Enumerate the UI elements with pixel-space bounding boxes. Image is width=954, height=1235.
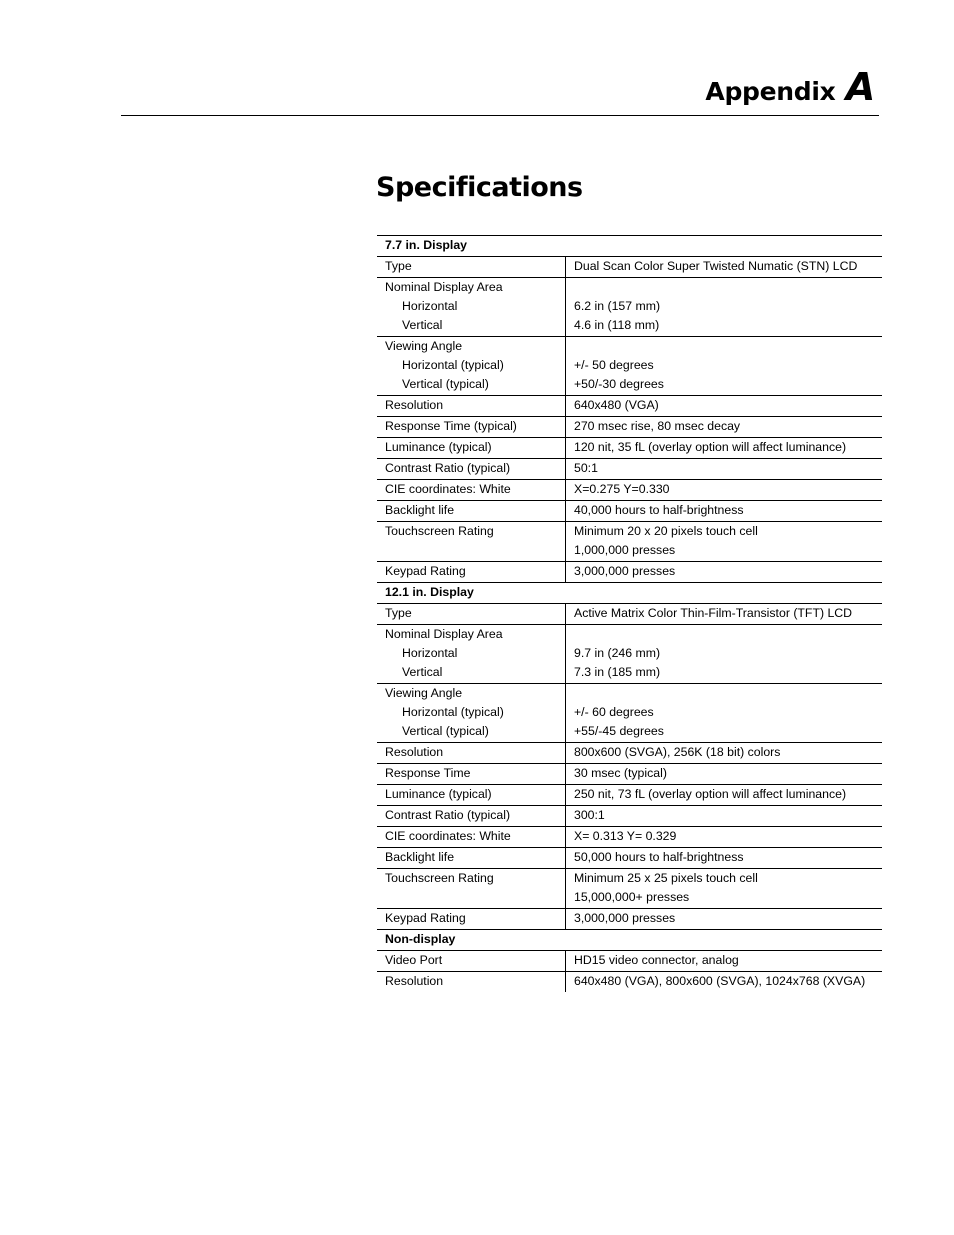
spec-value: Minimum 20 x 20 pixels touch cell: [574, 524, 758, 538]
spec-value: +/- 60 degrees: [574, 705, 654, 719]
section-header-row: [377, 583, 882, 604]
section-heading: Non-display: [377, 930, 882, 951]
spec-label-cell: [377, 501, 566, 522]
spec-sublabel: Horizontal: [402, 299, 458, 313]
spec-value: 9.7 in (246 mm): [574, 646, 661, 660]
spec-label-cell: [377, 806, 566, 827]
spec-row: [377, 743, 882, 764]
spec-value-cell: [566, 827, 883, 848]
spec-label: Resolution: [385, 974, 444, 988]
spec-value-cell: [566, 278, 883, 337]
spec-row: [377, 562, 882, 583]
spec-label: Luminance (typical): [385, 787, 492, 801]
spec-label: Resolution: [385, 745, 444, 759]
spec-label-cell: [377, 417, 566, 438]
spec-label-cell: [377, 684, 566, 743]
spec-label: Nominal Display Area: [385, 280, 503, 294]
spec-row: [377, 278, 882, 337]
spec-label: Viewing Angle: [385, 686, 463, 700]
spec-row: [377, 337, 882, 396]
spec-value-cell: [566, 501, 883, 522]
spec-label: Type: [385, 259, 412, 273]
section-header-row: [377, 236, 882, 257]
spec-label-cell: [377, 604, 566, 625]
spec-label: Viewing Angle: [385, 339, 463, 353]
spec-value: [574, 684, 882, 703]
spec-value: [574, 625, 882, 644]
spec-value: 300:1: [574, 808, 605, 822]
spec-value: 7.3 in (185 mm): [574, 665, 661, 679]
spec-label: Contrast Ratio (typical): [385, 461, 511, 475]
spec-label: Video Port: [385, 953, 443, 967]
spec-value: 640x480 (VGA), 800x600 (SVGA), 1024x768 (XVGA): [574, 974, 866, 988]
spec-label: Type: [385, 606, 412, 620]
spec-label-cell: [377, 909, 566, 930]
page-title: Specifications: [376, 172, 583, 203]
spec-value: 4.6 in (118 mm): [574, 318, 660, 332]
spec-row: [377, 480, 882, 501]
spec-row: [377, 604, 882, 625]
spec-value-cell: [566, 848, 883, 869]
spec-value: 50,000 hours to half-brightness: [574, 850, 744, 864]
spec-label-cell: [377, 869, 566, 909]
spec-label-cell: [377, 459, 566, 480]
spec-label-cell: [377, 562, 566, 583]
spec-value: 120 nit, 35 fL (overlay option will affect luminance): [574, 440, 847, 454]
spec-value-cell: [566, 480, 883, 501]
section-heading: 12.1 in. Display: [377, 583, 882, 604]
spec-label: Keypad Rating: [385, 911, 466, 925]
section-header-row: [377, 930, 882, 951]
spec-value: 30 msec (typical): [574, 766, 667, 780]
spec-label-cell: [377, 278, 566, 337]
spec-value-cell: [566, 257, 883, 278]
spec-label-cell: [377, 438, 566, 459]
spec-row: [377, 438, 882, 459]
spec-label: Response Time: [385, 766, 471, 780]
spec-label-cell: [377, 827, 566, 848]
spec-label: Touchscreen Rating: [385, 871, 494, 885]
spec-value: 3,000,000 presses: [574, 911, 676, 925]
spec-value: +50/-30 degrees: [574, 377, 664, 391]
spec-value-cell: [566, 909, 883, 930]
spec-sublabel: Horizontal (typical): [402, 705, 504, 719]
spec-label: CIE coordinates: White: [385, 482, 511, 496]
spec-value-cell: [566, 522, 883, 562]
spec-label: Luminance (typical): [385, 440, 492, 454]
spec-label-cell: [377, 785, 566, 806]
spec-label-cell: [377, 764, 566, 785]
specifications-table: [377, 235, 882, 992]
spec-label-cell: [377, 396, 566, 417]
page-header: [121, 65, 879, 116]
spec-label-cell: [377, 480, 566, 501]
spec-value-cell: [566, 806, 883, 827]
spec-label-cell: [377, 257, 566, 278]
appendix-letter: A: [845, 65, 875, 109]
spec-row: [377, 396, 882, 417]
spec-row: [377, 684, 882, 743]
spec-row: [377, 501, 882, 522]
spec-sublabel: Horizontal (typical): [402, 358, 504, 372]
spec-label-cell: [377, 522, 566, 562]
spec-value-cell: [566, 764, 883, 785]
spec-value: 250 nit, 73 fL (overlay option will affect luminance): [574, 787, 847, 801]
spec-label-cell: [377, 337, 566, 396]
spec-sublabel: Horizontal: [402, 646, 458, 660]
spec-value: Minimum 25 x 25 pixels touch cell: [574, 871, 758, 885]
spec-label-cell: [377, 951, 566, 972]
spec-label-cell: [377, 848, 566, 869]
spec-row: [377, 459, 882, 480]
spec-value-cell: [566, 684, 883, 743]
spec-row: [377, 257, 882, 278]
spec-value-cell: [566, 743, 883, 764]
spec-value-cell: [566, 869, 883, 909]
spec-value: +55/-45 degrees: [574, 724, 664, 738]
spec-value-cell: [566, 438, 883, 459]
spec-label: Resolution: [385, 398, 444, 412]
spec-value: [574, 337, 882, 356]
spec-value: X=0.275 Y=0.330: [574, 482, 670, 496]
spec-label-cell: [377, 625, 566, 684]
spec-label: Nominal Display Area: [385, 627, 503, 641]
spec-row: [377, 909, 882, 930]
spec-value-cell: [566, 417, 883, 438]
spec-value-cell: [566, 625, 883, 684]
spec-row: [377, 972, 882, 993]
spec-value: 15,000,000+ presses: [574, 890, 690, 904]
spec-label: Backlight life: [385, 850, 455, 864]
spec-value-cell: [566, 459, 883, 480]
spec-value-cell: [566, 337, 883, 396]
spec-row: [377, 848, 882, 869]
spec-value: 3,000,000 presses: [574, 564, 676, 578]
appendix-heading: [705, 65, 875, 109]
spec-sublabel: Vertical: [402, 318, 443, 332]
spec-value: Active Matrix Color Thin-Film-Transistor (TFT) LCD: [574, 606, 853, 620]
spec-row: [377, 417, 882, 438]
spec-value: Dual Scan Color Super Twisted Numatic (STN) LCD: [574, 259, 858, 273]
spec-value: X= 0.313 Y= 0.329: [574, 829, 677, 843]
spec-value: 40,000 hours to half-brightness: [574, 503, 744, 517]
spec-row: [377, 522, 882, 562]
spec-row: [377, 764, 882, 785]
spec-value: 6.2 in (157 mm): [574, 299, 661, 313]
spec-label: Response Time (typical): [385, 419, 517, 433]
spec-value: 1,000,000 presses: [574, 543, 676, 557]
spec-value-cell: [566, 604, 883, 625]
spec-value-cell: [566, 972, 883, 993]
spec-value: [574, 278, 882, 297]
spec-value: 640x480 (VGA): [574, 398, 659, 412]
spec-row: [377, 827, 882, 848]
spec-label: CIE coordinates: White: [385, 829, 511, 843]
spec-label-cell: [377, 972, 566, 993]
spec-value: +/- 50 degrees: [574, 358, 654, 372]
spec-value: HD15 video connector, analog: [574, 953, 739, 967]
spec-value-cell: [566, 951, 883, 972]
spec-value: 270 msec rise, 80 msec decay: [574, 419, 741, 433]
spec-label: Contrast Ratio (typical): [385, 808, 511, 822]
spec-value-cell: [566, 562, 883, 583]
spec-value: 800x600 (SVGA), 256K (18 bit) colors: [574, 745, 781, 759]
spec-row: [377, 806, 882, 827]
spec-value-cell: [566, 785, 883, 806]
spec-sublabel: Vertical: [402, 665, 443, 679]
spec-sublabel: Vertical (typical): [402, 377, 489, 391]
spec-sublabel: Vertical (typical): [402, 724, 489, 738]
spec-label-cell: [377, 743, 566, 764]
spec-label: Backlight life: [385, 503, 455, 517]
spec-value: 50:1: [574, 461, 598, 475]
spec-row: [377, 869, 882, 909]
spec-row: [377, 785, 882, 806]
spec-row: [377, 951, 882, 972]
spec-label: Keypad Rating: [385, 564, 466, 578]
appendix-label: Appendix: [705, 77, 836, 106]
section-heading: 7.7 in. Display: [377, 236, 882, 257]
spec-label: Touchscreen Rating: [385, 524, 494, 538]
spec-row: [377, 625, 882, 684]
spec-value-cell: [566, 396, 883, 417]
